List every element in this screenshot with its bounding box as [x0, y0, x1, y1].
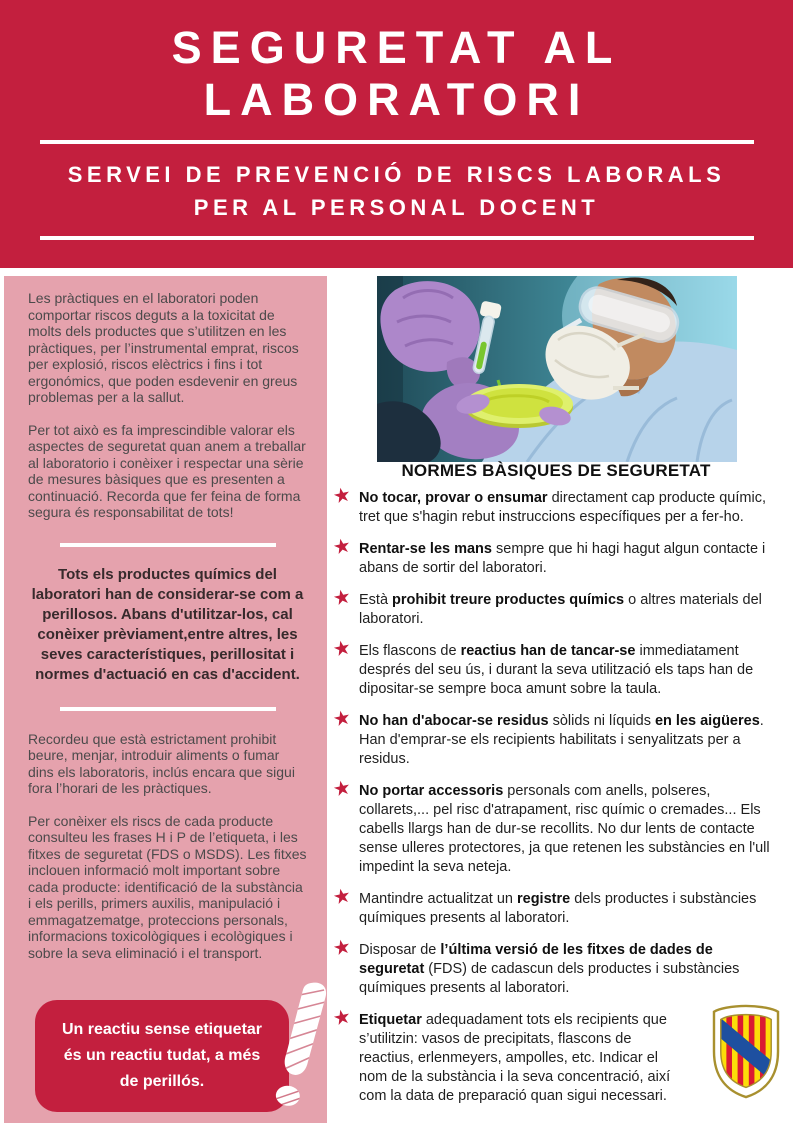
- rule-item: [330, 483, 780, 527]
- star-icon: ★: [330, 534, 354, 560]
- rule-text: Disposar de l’última versió de les fitxes de dades de seguretat (FDS) de cadascun dels productes i substàncies químiques presents al laboratori.: [359, 942, 740, 996]
- intro-paragraph-2: Per tot això es fa imprescindible valorar els aspectes de seguretat quan anem a treballar al laboratorio i conèixer i respectar una sèrie de mesures bàsiques que es presenten a continuació. Recorda que fer feina de forma segura és responsabilitat de tots!: [28, 421, 306, 520]
- rule-text: Mantindre actualitzat un registre dels productes i substàncies químiques presents al laboratori.: [359, 891, 757, 926]
- lab-scientist-photo: [377, 276, 737, 462]
- poster-subtitle: [0, 158, 793, 224]
- star-icon: ★: [330, 776, 354, 802]
- poster-title-line1: SEGURETAT AL: [171, 22, 622, 73]
- star-icon: ★: [330, 706, 354, 732]
- rule-text: Els flascons de reactius han de tancar-se immediatament després del seu ús, i durant la seva utilització els taps han de dipositar-se sempre boca amunt sobre la taula.: [359, 643, 754, 697]
- star-icon: ★: [330, 483, 354, 509]
- rule-text: No tocar, provar o ensumar directament cap producte químic, tret que s'hagin rebut instruccions específiques per a fer-ho.: [359, 490, 766, 525]
- rule-text: No han d'abocar-se residus sòlids ni líquids en les aigüeres. Han d'emprar-se els recipients habilitats i senyalitzats per a residus.: [359, 713, 764, 767]
- rule-item: [330, 776, 780, 877]
- header-divider-top: [40, 140, 754, 144]
- rules-heading: NORMES BÀSIQUES DE SEGURETAT: [401, 461, 711, 480]
- header-divider-bottom: [40, 236, 754, 240]
- intro-paragraph-1: Les pràctiques en el laboratori poden comportar riscos deguts a la toxicitat de molts dels productes que s’utilitzen en les pràctiques, per l’instrumental emprat, riscos per explosió, riscos elèctrics i fins i tot ergonómics, que poden esdevenir en greus problemas per a la sallut.: [28, 290, 299, 405]
- header-banner: [0, 0, 793, 268]
- rule-item: [330, 585, 780, 629]
- rule-item: [330, 636, 780, 699]
- rule-text: Etiquetar adequadament tots els recipients que s’utilitzin: vasos de precipitats, flascons de reactius, erlenmeyers, ampolles, etc. Indicar el nom de la substància i la seva concentració, així com la data de preparació quan sigui necessari.: [359, 1012, 671, 1104]
- panel-divider-top: [60, 543, 276, 547]
- rule-text: Està prohibit treure productes químics o altres materials del laboratori.: [359, 592, 762, 627]
- rule-item: [330, 534, 780, 578]
- poster-title: [0, 22, 793, 126]
- left-panel: [4, 276, 327, 1123]
- star-icon: ★: [330, 585, 354, 611]
- rule-item: [330, 935, 780, 998]
- highlight-paragraph: Tots els productes químics del laboratori han de considerar-se com a perillosos. Abans d'utilitzar-los, cal conèixer prèviament,entre altres, les seves característiques, perillositat i normes d'actuació en cas d'accident.: [31, 565, 304, 683]
- reminder-paragraph: Recordeu que està estrictament prohibit beure, menjar, introduir aliments o fumar dins els laboratoris, inclús encara que sigui fora l’horari de les pràctiques.: [28, 730, 295, 796]
- star-icon: ★: [330, 636, 354, 662]
- poster-subtitle-line2: PER AL PERSONAL DOCENT: [193, 195, 600, 221]
- callout-box: Un reactiu sense etiquetar és un reactiu tudat, a més de perillós.: [35, 1000, 289, 1112]
- poster-subtitle-line1: SERVEI DE PREVENCIÓ DE RISCS LABORALS: [67, 162, 726, 188]
- rule-item: [330, 706, 780, 769]
- poster-title-line2: LABORATORI: [203, 74, 590, 126]
- rule-text: No portar accessoris personals com anells, polseres, collarets,... pel risc d'atrapament, risc químic o cremades... Els cabells llargs han de dur-se recollits. No dur lents de contacte sense ulleres protectores, ja que retenen les substàncies en l'ull impedint la seva neteja.: [359, 783, 770, 875]
- star-icon: ★: [330, 935, 354, 961]
- balearic-coat-of-arms: [707, 1003, 785, 1100]
- info-sheets-paragraph: Per conèixer els riscs de cada producte consulteu les frases H i P de l’etiqueta, i les fitxes de seguretat (FDS o MSDS). Les fitxes inclouen informació molt important sobre cada producte: identificació de la substància i els perills, primers auxilis, manipulació i emmagatzematge, proteccions personals, informacions toxicològiques i ecològiques i sobre la seva eliminació i el transport.: [28, 812, 307, 961]
- panel-divider-bottom: [60, 707, 276, 711]
- rule-item: [330, 884, 780, 928]
- star-icon: ★: [330, 1005, 354, 1031]
- star-icon: ★: [330, 884, 354, 910]
- rule-text: Rentar-se les mans sempre que hi hagi hagut algun contacte i abans de sortir del laboratori.: [359, 541, 766, 576]
